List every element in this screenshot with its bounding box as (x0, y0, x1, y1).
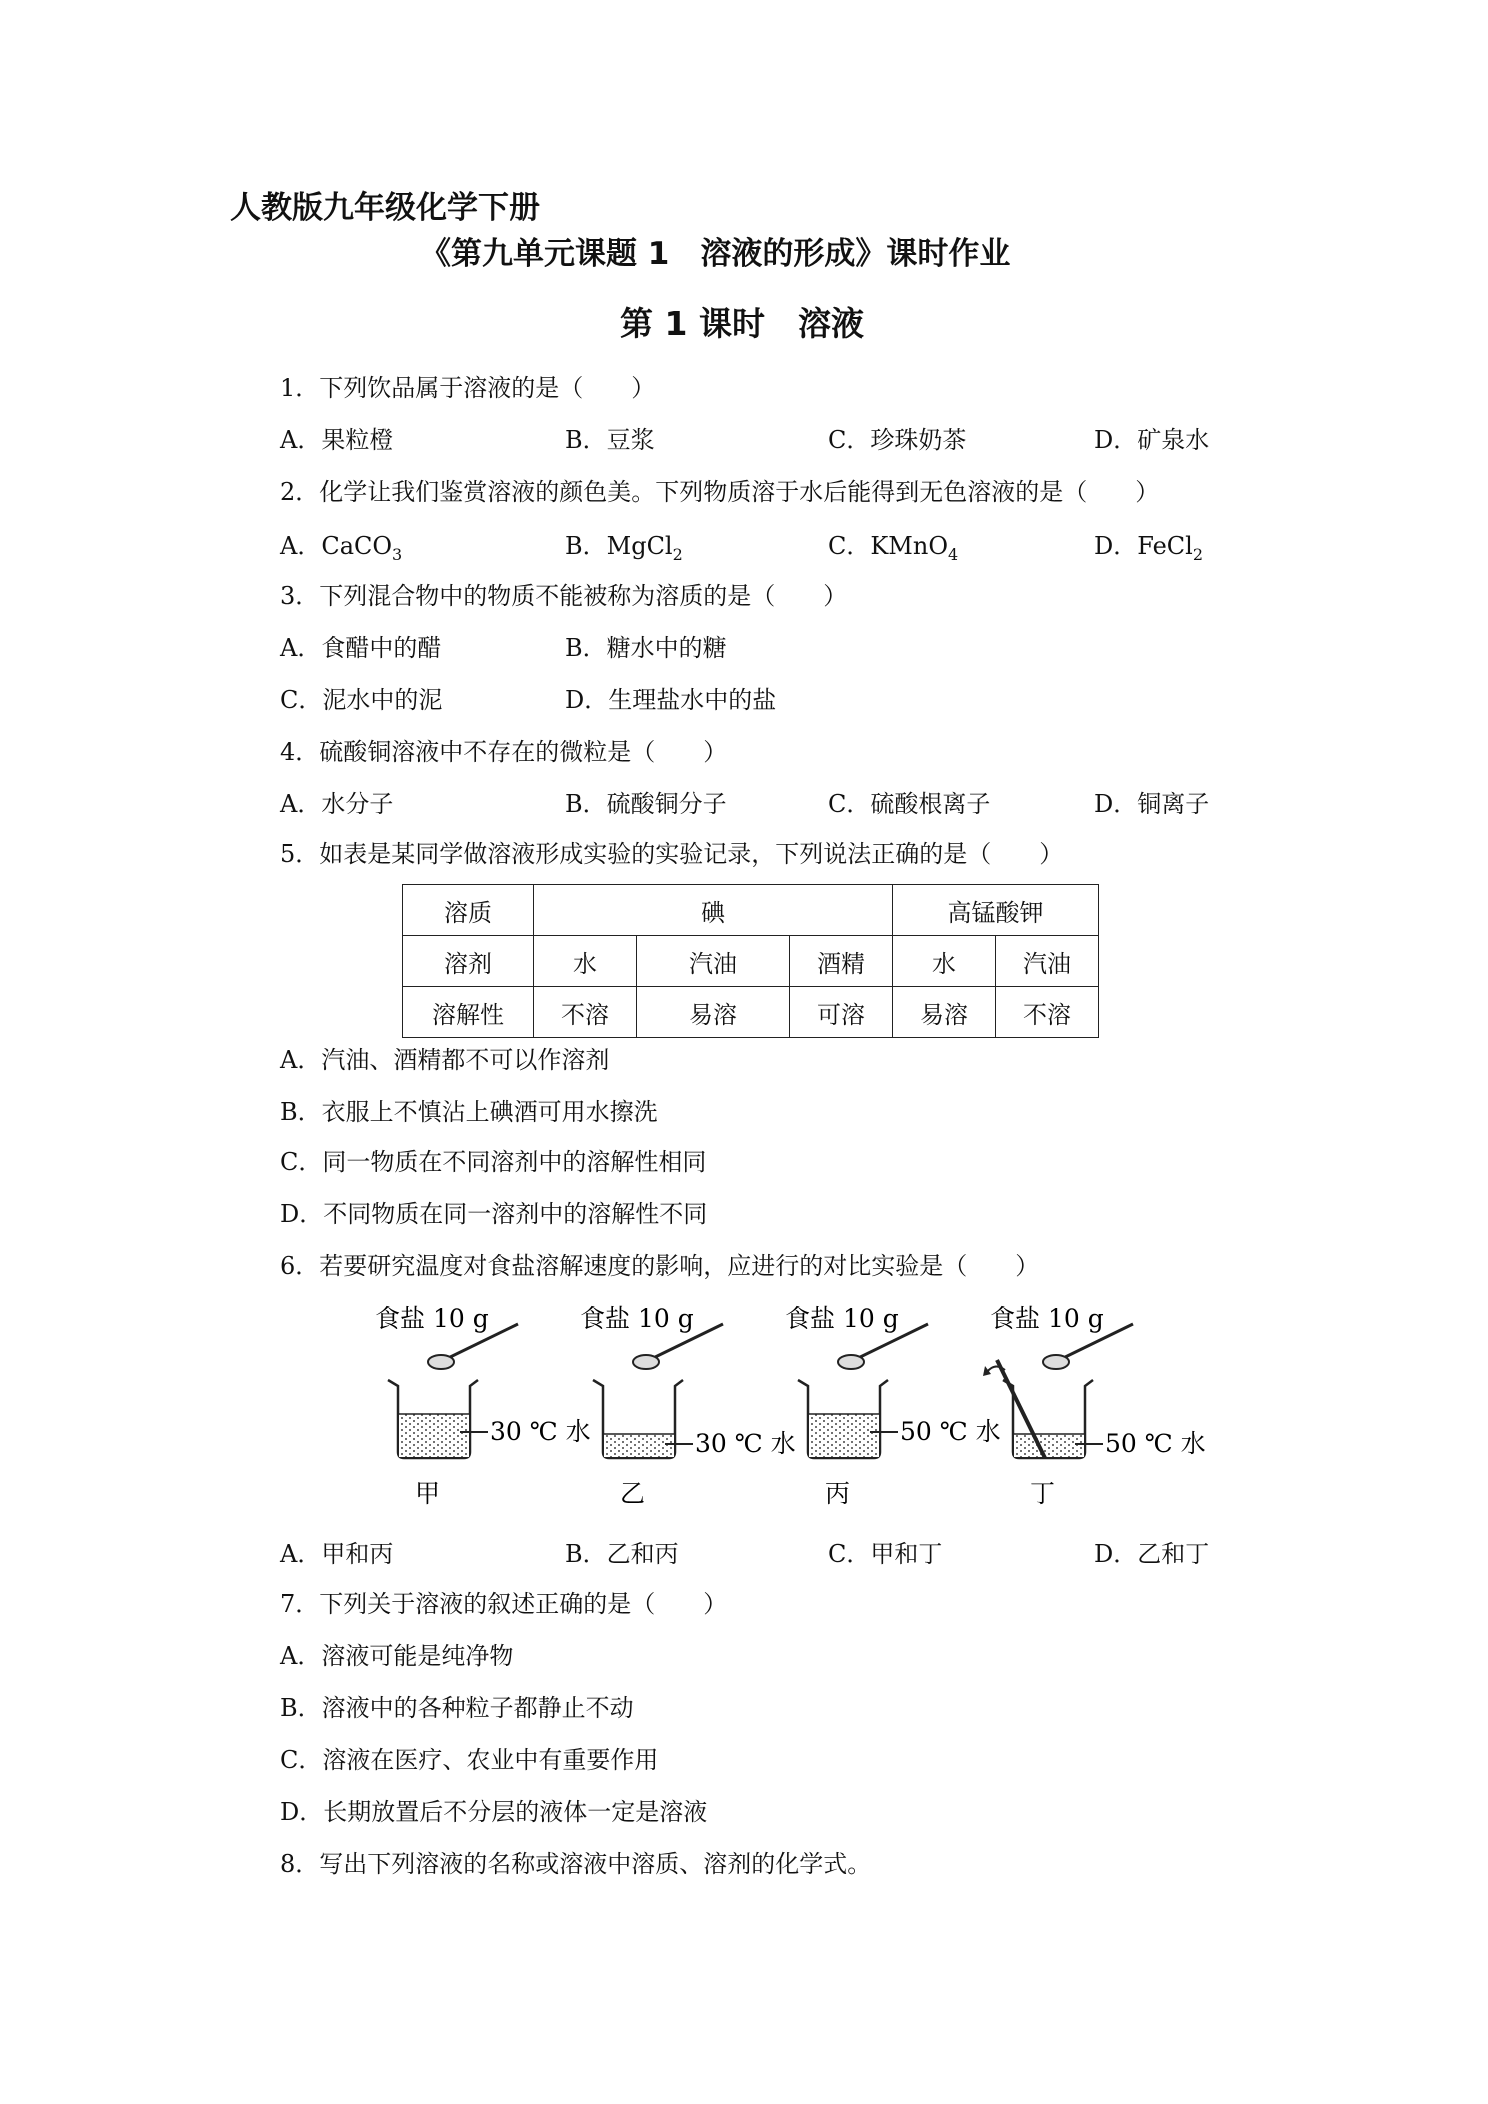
solubility-table (402, 884, 1099, 1038)
spoon-icon (1043, 1355, 1069, 1369)
q4-option-d: D．铜离子 (1094, 790, 1210, 818)
q3-option-d: D．生理盐水中的盐 (565, 686, 777, 714)
spoon-icon (633, 1355, 659, 1369)
table-row (403, 936, 1099, 987)
q5-option-c: C．同一物质在不同溶剂中的溶解性相同 (280, 1148, 707, 1176)
water-fill (399, 1414, 469, 1457)
question-4-stem: 4．硫酸铜溶液中不存在的微粒是（ ） (280, 738, 728, 766)
q2-a-text: A．CaCO (280, 532, 393, 560)
table-cell: 溶解性 (403, 987, 534, 1038)
salt-label: 食盐 10 g (990, 1304, 1104, 1333)
q5-option-a: A．汽油、酒精都不可以作溶剂 (280, 1046, 610, 1074)
q2-option-a (280, 526, 402, 564)
book-title: 人教版九年级化学下册 (230, 190, 540, 226)
beaker-group-yi (580, 1304, 796, 1508)
table-cell: 易溶 (893, 987, 996, 1038)
water-fill (809, 1414, 879, 1457)
table-cell: 碘 (534, 885, 893, 936)
table-cell: 溶剂 (403, 936, 534, 987)
water-temp-label: 30 ℃ 水 (490, 1417, 591, 1446)
q7-option-a: A．溶液可能是纯净物 (280, 1642, 514, 1670)
q4-option-a: A．水分子 (280, 790, 394, 818)
beaker-group-bing (785, 1304, 1001, 1508)
q6-option-d: D．乙和丁 (1094, 1540, 1210, 1568)
table-row (403, 885, 1099, 936)
question-7-stem: 7．下列关于溶液的叙述正确的是（ ） (280, 1590, 728, 1618)
beaker-name: 丁 (1030, 1479, 1056, 1508)
q2-c-subscript: 4 (948, 544, 959, 564)
beaker-group-jia (375, 1304, 591, 1508)
q7-option-c: C．溶液在医疗、农业中有重要作用 (280, 1746, 659, 1774)
question-1-stem: 1．下列饮品属于溶液的是（ ） (280, 374, 656, 402)
spoon-icon (428, 1355, 454, 1369)
q1-option-a: A．果粒橙 (280, 426, 394, 454)
lesson-title: 第 1 课时 溶液 (620, 304, 864, 343)
q6-option-a: A．甲和丙 (280, 1540, 394, 1568)
q3-option-b: B．糖水中的糖 (565, 634, 727, 662)
table-cell: 不溶 (996, 987, 1099, 1038)
q3-option-a: A．食醋中的醋 (280, 634, 442, 662)
table-cell: 高锰酸钾 (893, 885, 1099, 936)
q4-option-c: C．硫酸根离子 (828, 790, 991, 818)
water-fill (604, 1434, 674, 1457)
table-cell: 汽油 (637, 936, 790, 987)
table-cell: 可溶 (790, 987, 893, 1038)
water-temp-label: 50 ℃ 水 (900, 1417, 1001, 1446)
q2-option-d (1094, 526, 1203, 564)
beaker-name: 乙 (620, 1479, 646, 1508)
question-6-stem: 6．若要研究温度对食盐溶解速度的影响，应进行的对比实验是（ ） (280, 1252, 1040, 1280)
q1-option-c: C．珍珠奶茶 (828, 426, 967, 454)
question-8-stem: 8．写出下列溶液的名称或溶液中溶质、溶剂的化学式。 (280, 1850, 872, 1878)
beaker-name: 丙 (825, 1479, 851, 1508)
water-temp-label: 30 ℃ 水 (695, 1429, 796, 1458)
table-cell: 酒精 (790, 936, 893, 987)
q2-option-b (565, 526, 683, 564)
q7-option-d: D．长期放置后不分层的液体一定是溶液 (280, 1798, 708, 1826)
water-temp-label: 50 ℃ 水 (1105, 1429, 1206, 1458)
table-cell: 水 (534, 936, 637, 987)
beaker-figure (360, 1302, 1206, 1512)
question-2-stem: 2．化学让我们鉴赏溶液的颜色美。下列物质溶于水后能得到无色溶液的是（ ） (280, 478, 1160, 506)
spoon-icon (838, 1355, 864, 1369)
q1-option-b: B．豆浆 (565, 426, 655, 454)
table-cell: 汽油 (996, 936, 1099, 987)
q6-option-b: B．乙和丙 (565, 1540, 679, 1568)
table-cell: 不溶 (534, 987, 637, 1038)
q6-option-c: C．甲和丁 (828, 1540, 943, 1568)
q2-b-subscript: 2 (672, 544, 683, 564)
q2-c-text: C．KMnO (828, 532, 948, 560)
unit-title: 《第九单元课题 1 溶液的形成》课时作业 (420, 236, 1011, 272)
q4-option-b: B．硫酸铜分子 (565, 790, 727, 818)
water-fill (1014, 1434, 1084, 1457)
table-cell: 溶质 (403, 885, 534, 936)
q2-b-text: B．MgCl (565, 532, 673, 560)
table-cell: 易溶 (637, 987, 790, 1038)
salt-label: 食盐 10 g (785, 1304, 899, 1333)
q1-option-d: D．矿泉水 (1094, 426, 1210, 454)
salt-label: 食盐 10 g (580, 1304, 694, 1333)
q7-option-b: B．溶液中的各种粒子都静止不动 (280, 1694, 634, 1722)
beaker-group-ding (983, 1304, 1206, 1508)
question-5-stem: 5．如表是某同学做溶液形成实验的实验记录，下列说法正确的是（ ） (280, 840, 1064, 868)
question-3-stem: 3．下列混合物中的物质不能被称为溶质的是（ ） (280, 582, 848, 610)
salt-label: 食盐 10 g (375, 1304, 489, 1333)
q2-d-text: D．FeCl (1094, 532, 1193, 560)
q2-d-subscript: 2 (1192, 544, 1204, 564)
q2-a-subscript: 3 (392, 544, 403, 564)
q3-option-c: C．泥水中的泥 (280, 686, 443, 714)
q2-option-c (828, 526, 958, 564)
table-row (403, 987, 1099, 1038)
q5-option-b: B．衣服上不慎沾上碘酒可用水擦洗 (280, 1098, 658, 1126)
table-cell: 水 (893, 936, 996, 987)
beaker-name: 甲 (415, 1479, 441, 1508)
q5-option-d: D．不同物质在同一溶剂中的溶解性不同 (280, 1200, 708, 1228)
